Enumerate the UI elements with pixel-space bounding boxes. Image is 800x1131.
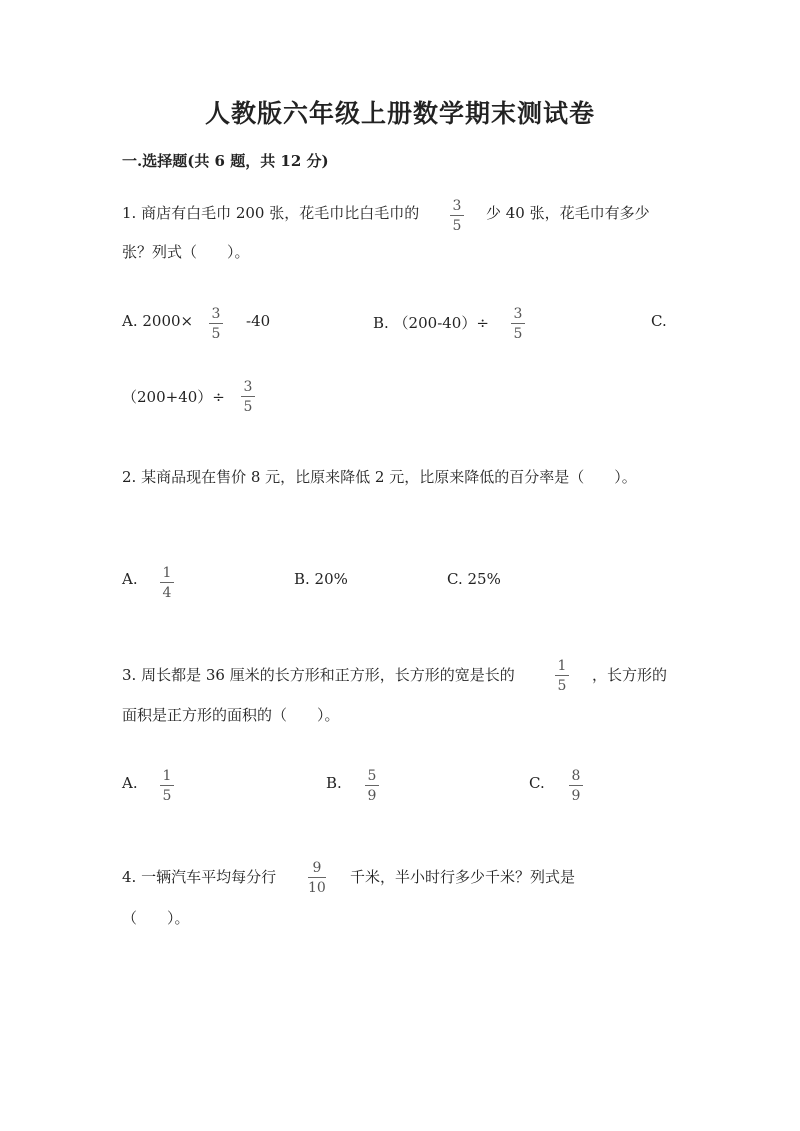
denominator: 5 <box>243 399 253 415</box>
denominator: 9 <box>571 788 581 804</box>
numerator: 3 <box>211 306 221 322</box>
q1-option-a-post: -40 <box>246 312 271 330</box>
q3-option-a-fraction <box>160 769 174 803</box>
page-title: 人教版六年级上册数学期末测试卷 <box>204 99 595 128</box>
q4-line1-pre: 4. 一辆汽车平均每分行 <box>122 868 277 886</box>
q1-line1-pre: 1. 商店有白毛巾 200 张，花毛巾比白毛巾的 <box>122 204 420 222</box>
q3-option-b: B. <box>326 774 342 792</box>
q1-fraction-denominator: 5 <box>452 218 462 234</box>
numerator: 3 <box>513 306 523 322</box>
denominator: 5 <box>513 326 523 342</box>
q1-option-c-fraction <box>241 380 255 414</box>
q3-option-a: A. <box>122 774 138 792</box>
denominator: 5 <box>162 788 172 804</box>
q4-line2: （ ）。 <box>122 909 190 927</box>
q4-fraction <box>306 861 328 895</box>
q3-fraction <box>555 659 569 693</box>
q2-option-c: C. 25% <box>447 570 501 588</box>
numerator: 3 <box>243 379 253 395</box>
section-heading: 一.选择题(共 6 题，共 12 分) <box>122 152 329 170</box>
q1-option-a: A. 2000× <box>122 312 194 330</box>
denominator: 9 <box>367 788 377 804</box>
numerator: 1 <box>557 658 567 674</box>
q3-line1-pre: 3. 周长都是 36 厘米的长方形和正方形，长方形的宽是长的 <box>122 666 515 684</box>
q3-option-c: C. <box>529 774 545 792</box>
denominator: 10 <box>308 880 326 896</box>
q1-fraction-numerator: 3 <box>452 198 462 214</box>
q1-fraction <box>450 199 464 233</box>
q2-option-b: B. 20% <box>294 570 348 588</box>
q1-line2: 张？列式（ ）。 <box>122 243 250 261</box>
numerator: 5 <box>367 768 377 784</box>
q3-option-b-fraction <box>365 769 379 803</box>
q1-option-c-label: C. <box>651 312 667 330</box>
numerator: 8 <box>571 768 581 784</box>
numerator: 9 <box>312 860 322 876</box>
q1-line1-post: 少 40 张，花毛巾有多少 <box>486 204 650 222</box>
q1-option-a-fraction <box>209 307 223 341</box>
q2-option-a: A. <box>122 570 138 588</box>
q4-line1-post: 千米，半小时行多少千米？列式是 <box>350 868 576 886</box>
q2-text: 2. 某商品现在售价 8 元，比原来降低 2 元，比原来降低的百分率是（ ）。 <box>122 468 637 486</box>
q3-option-c-fraction <box>569 769 583 803</box>
denominator: 5 <box>557 678 567 694</box>
q1-option-b-fraction <box>511 307 525 341</box>
q1-option-c: （200+40）÷ <box>122 388 225 406</box>
q3-line1-post: ，长方形的 <box>592 666 668 684</box>
q2-option-a-fraction <box>160 566 174 600</box>
denominator: 5 <box>211 326 221 342</box>
q1-option-b: B. （200-40）÷ <box>373 314 489 332</box>
q3-line2: 面积是正方形的面积的（ ）。 <box>122 706 340 724</box>
numerator: 1 <box>162 768 172 784</box>
numerator: 1 <box>162 565 172 581</box>
denominator: 4 <box>162 585 172 601</box>
